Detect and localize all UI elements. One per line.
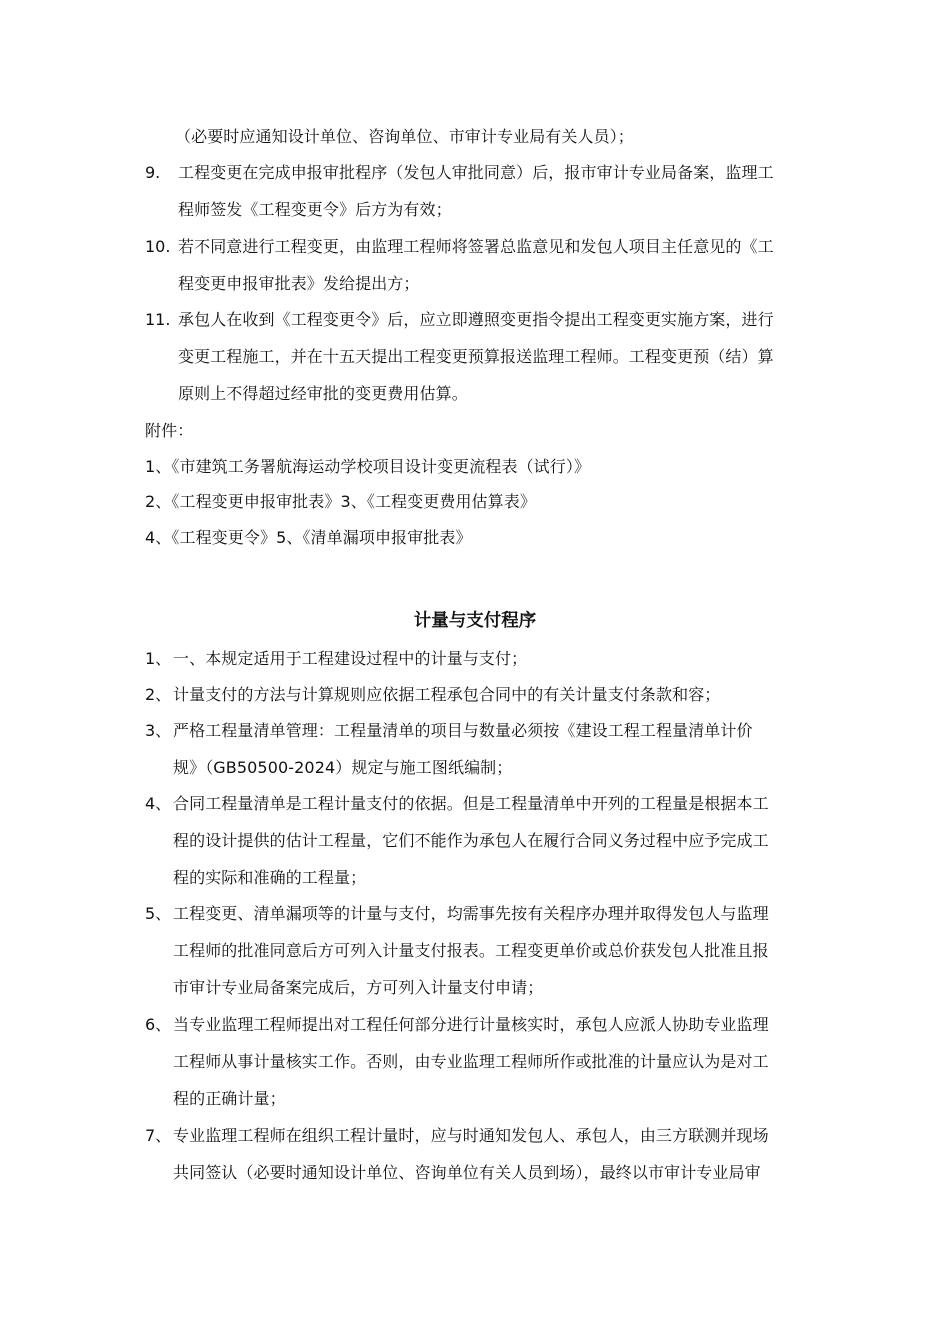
section-title: 计量与支付程序 (413, 611, 537, 631)
item-text-line: 工程师从事计量核实工作。否则，由专业监理工程师所作或批准的计量应认为是对工 (173, 1052, 769, 1071)
item-text-line: 计量支付的方法与计算规则应依据工程承包合同中的有关计量支付条款和容； (173, 685, 721, 704)
item-text-line: 市审计专业局备案完成后，方可列入计量支付申请； (173, 978, 544, 997)
item-number: 10. (145, 237, 171, 256)
item-number: 11. (145, 310, 171, 329)
item-text-line: 规》（GB50500-2024）规定与施工图纸编制； (173, 758, 513, 777)
item-text-line: 工程变更在完成申报审批程序（发包人审批同意）后，报市审计专业局备案，监理工 (178, 163, 774, 182)
item-text-line: 合同工程量清单是工程计量支付的依据。但是工程量清单中开列的工程量是根据本工 (173, 794, 769, 813)
item-text-line: 严格工程量清单管理：工程量清单的项目与数量必须按《建设工程工程量清单计价 (173, 721, 753, 740)
item-text-line: 程师签发《工程变更令》后方为有效； (178, 200, 452, 219)
item-number: 2、 (145, 685, 172, 704)
item-text-line: 承包人在收到《工程变更令》后，应立即遵照变更指令提出工程变更实施方案，进行 (178, 310, 774, 329)
item-number: 4、 (145, 794, 172, 813)
item-text-line: 共同签认（必要时通知设计单位、咨询单位有关人员到场），最终以市审计专业局审 (173, 1163, 761, 1182)
attachment-line: 1、《市建筑工务署航海运动学校项目设计变更流程表（试行）》 (145, 457, 591, 476)
item-text-line: 程变更申报审批表》发给提出方； (178, 274, 420, 293)
item-text-line: 原则上不得超过经审批的变更费用估算。 (178, 384, 468, 403)
attachments-label: 附件： (145, 421, 194, 440)
item-number: 9. (145, 163, 161, 182)
item-number: 6、 (145, 1015, 172, 1034)
item-number: 7、 (145, 1126, 172, 1145)
item-number: 1、 (145, 649, 172, 668)
carry-over-line: （必要时应通知设计单位、咨询单位、市审计专业局有关人员）； (175, 127, 634, 146)
item-text-line: 一、本规定适用于工程建设过程中的计量与支付； (173, 649, 528, 668)
item-text-line: 若不同意进行工程变更，由监理工程师将签署总监意见和发包人项目主任意见的《工 (178, 237, 774, 256)
item-text-line: 程的实际和准确的工程量； (173, 868, 367, 887)
item-text-line: 工程变更、清单漏项等的计量与支付，均需事先按有关程序办理并取得发包人与监理 (173, 904, 769, 923)
item-text-line: 专业监理工程师在组织工程计量时，应与时通知发包人、承包人，由三方联测并现场 (173, 1126, 769, 1145)
item-text-line: 程的设计提供的估计工程量，它们不能作为承包人在履行合同义务过程中应予完成工 (173, 831, 769, 850)
item-text-line: 当专业监理工程师提出对工程任何部分进行计量核实时，承包人应派人协助专业监理 (173, 1015, 769, 1034)
item-number: 5、 (145, 904, 172, 923)
item-number: 3、 (145, 721, 172, 740)
attachment-line: 4、《工程变更令》5、《清单漏项申报审批表》 (145, 528, 472, 547)
attachment-line: 2、《工程变更申报审批表》3、《工程变更费用估算表》 (145, 492, 536, 511)
item-text-line: 程的正确计量； (173, 1089, 286, 1108)
item-text-line: 变更工程施工，并在十五天提出工程变更预算报送监理工程师。工程变更预（结）算 (178, 347, 774, 366)
item-text-line: 工程师的批准同意后方可列入计量支付报表。工程变更单价或总价获发包人批准且报 (173, 941, 769, 960)
